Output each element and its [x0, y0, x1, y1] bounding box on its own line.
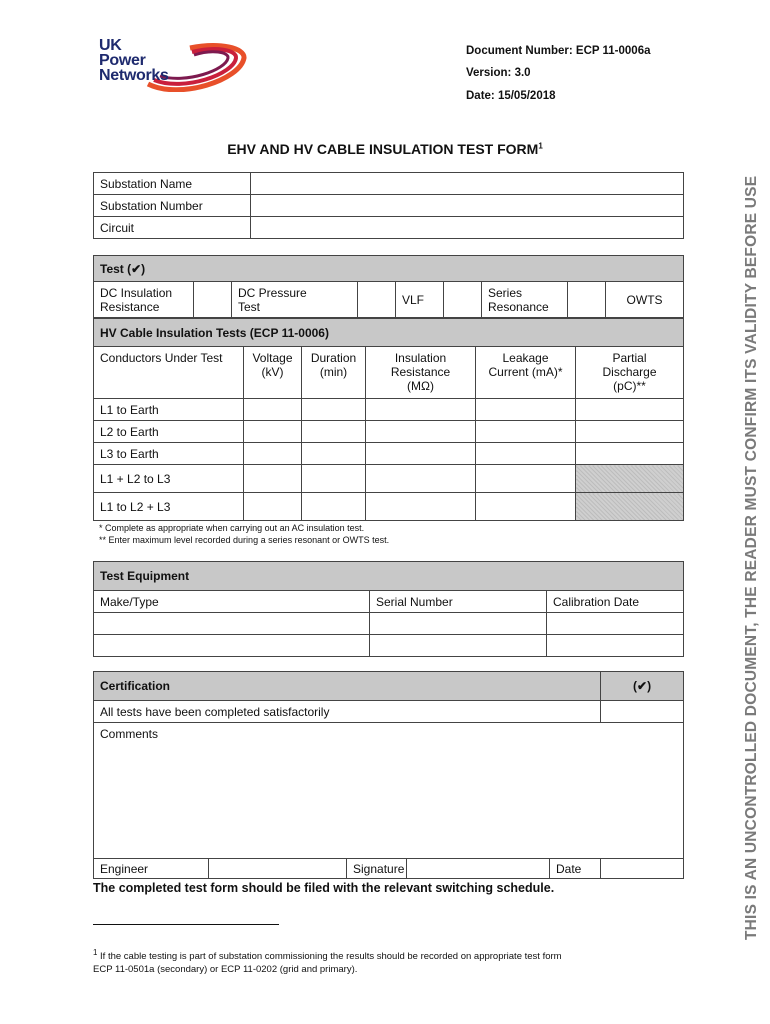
duration-cell[interactable] — [302, 493, 366, 521]
option-dc-insulation: DC Insulation Resistance — [94, 282, 194, 318]
discharge-note: ** Enter maximum level recorded during a series resonant or OWTS test. — [99, 535, 390, 545]
leakage-cell[interactable] — [476, 493, 576, 521]
resistance-cell[interactable] — [366, 421, 476, 443]
table-row — [94, 443, 684, 465]
table-row — [94, 493, 684, 521]
resistance-cell[interactable] — [366, 443, 476, 465]
discharge-cell[interactable] — [576, 399, 684, 421]
certification-table — [93, 671, 684, 879]
signature-field[interactable] — [407, 859, 550, 879]
logo-line-2: Power — [99, 52, 146, 69]
leakage-cell[interactable] — [476, 443, 576, 465]
voltage-cell[interactable] — [244, 421, 302, 443]
date-field[interactable] — [601, 859, 684, 879]
substation-number-label: Substation Number — [94, 195, 251, 217]
voltage-cell[interactable] — [244, 465, 302, 493]
table-row — [94, 399, 684, 421]
equipment-heading: Test Equipment — [94, 562, 684, 591]
substation-number-field[interactable] — [251, 195, 684, 217]
row-label: L2 to Earth — [94, 421, 244, 443]
row-label: L1 + L2 to L3 — [94, 465, 244, 493]
logo-line-3: Networks — [99, 67, 169, 84]
resistance-cell[interactable] — [366, 493, 476, 521]
col-partial-discharge: Partial Discharge (pC)** — [576, 347, 684, 399]
row-label: L3 to Earth — [94, 443, 244, 465]
substation-table — [93, 172, 684, 239]
leakage-cell[interactable] — [476, 465, 576, 493]
logo-line-1: UK — [99, 37, 122, 54]
signature-label: Signature — [347, 859, 407, 879]
table-row — [94, 421, 684, 443]
make-field[interactable] — [94, 635, 370, 657]
dc-pressure-checkbox[interactable] — [358, 282, 396, 318]
uncontrolled-document-watermark: THIS IS AN UNCONTROLLED DOCUMENT, THE READER MUST CONFIRM ITS VALIDITY BEFORE USE — [743, 175, 760, 940]
footnote-line-2: ECP 11-0501a (secondary) or ECP 11-0202 (grid and primary). — [93, 964, 358, 976]
option-owts: OWTS — [606, 282, 684, 318]
certification-heading: Certification — [94, 672, 601, 701]
calibration-field[interactable] — [547, 635, 684, 657]
voltage-cell[interactable] — [244, 443, 302, 465]
voltage-cell[interactable] — [244, 493, 302, 521]
footnote-divider — [93, 924, 279, 925]
calibration-field[interactable] — [547, 613, 684, 635]
footnote-line-1: If the cable testing is part of substation commissioning the results should be recorded on appropriate test form — [100, 951, 562, 963]
option-dc-pressure: DC Pressure Test — [232, 282, 358, 318]
duration-cell[interactable] — [302, 399, 366, 421]
document-date: Date: 15/05/2018 — [466, 90, 556, 102]
col-voltage: Voltage (kV) — [244, 347, 302, 399]
disabled-cell — [576, 493, 684, 521]
serial-field[interactable] — [370, 635, 547, 657]
form-title — [0, 141, 770, 157]
discharge-cell[interactable] — [576, 443, 684, 465]
document-number: Document Number: ECP 11-0006a — [466, 45, 651, 57]
resistance-cell[interactable] — [366, 465, 476, 493]
comments-label: Comments — [100, 727, 159, 741]
footnote — [93, 946, 693, 976]
leakage-note: * Complete as appropriate when carrying out an AC insulation test. — [99, 523, 365, 533]
make-field[interactable] — [94, 613, 370, 635]
duration-cell[interactable] — [302, 443, 366, 465]
row-label: L1 to L2 + L3 — [94, 493, 244, 521]
substation-name-field[interactable] — [251, 173, 684, 195]
version: Version: 3.0 — [466, 67, 531, 79]
test-selection-table — [93, 255, 684, 318]
disabled-cell — [576, 465, 684, 493]
vlf-checkbox[interactable] — [444, 282, 482, 318]
hv-tests-table — [93, 318, 684, 521]
col-make-type: Make/Type — [94, 591, 370, 613]
serial-field[interactable] — [370, 613, 547, 635]
row-label: L1 to Earth — [94, 399, 244, 421]
hv-tests-heading: HV Cable Insulation Tests (ECP 11-0006) — [94, 319, 684, 347]
test-heading: Test (✔) — [94, 256, 684, 282]
col-conductors: Conductors Under Test — [94, 347, 244, 399]
circuit-label: Circuit — [94, 217, 251, 239]
voltage-cell[interactable] — [244, 399, 302, 421]
dc-insulation-checkbox[interactable] — [194, 282, 232, 318]
option-series-resonance: Series Resonance — [482, 282, 568, 318]
option-vlf: VLF — [396, 282, 444, 318]
col-insulation-resistance: Insulation Resistance (MΩ) — [366, 347, 476, 399]
duration-cell[interactable] — [302, 465, 366, 493]
resistance-cell[interactable] — [366, 399, 476, 421]
footnote-mark: 1 — [93, 948, 98, 957]
table-row — [94, 465, 684, 493]
col-serial-number: Serial Number — [370, 591, 547, 613]
col-leakage-current: Leakage Current (mA)* — [476, 347, 576, 399]
leakage-cell[interactable] — [476, 421, 576, 443]
col-calibration-date: Calibration Date — [547, 591, 684, 613]
series-resonance-checkbox[interactable] — [568, 282, 606, 318]
engineer-field[interactable] — [209, 859, 347, 879]
title-footnote-mark: 1 — [538, 141, 543, 151]
duration-cell[interactable] — [302, 421, 366, 443]
discharge-cell[interactable] — [576, 421, 684, 443]
comments-field[interactable] — [94, 723, 684, 859]
circuit-field[interactable] — [251, 217, 684, 239]
certification-statement: All tests have been completed satisfactorily — [94, 701, 601, 723]
date-label: Date — [550, 859, 601, 879]
form-title-text: EHV AND HV CABLE INSULATION TEST FORM — [227, 141, 539, 157]
certification-tick-heading: (✔) — [601, 672, 684, 701]
substation-name-label: Substation Name — [94, 173, 251, 195]
col-duration: Duration (min) — [302, 347, 366, 399]
certification-checkbox[interactable] — [601, 701, 684, 723]
engineer-label: Engineer — [94, 859, 209, 879]
test-equipment-table — [93, 561, 684, 657]
leakage-cell[interactable] — [476, 399, 576, 421]
filing-instruction: The completed test form should be filed with the relevant switching schedule. — [93, 881, 555, 895]
